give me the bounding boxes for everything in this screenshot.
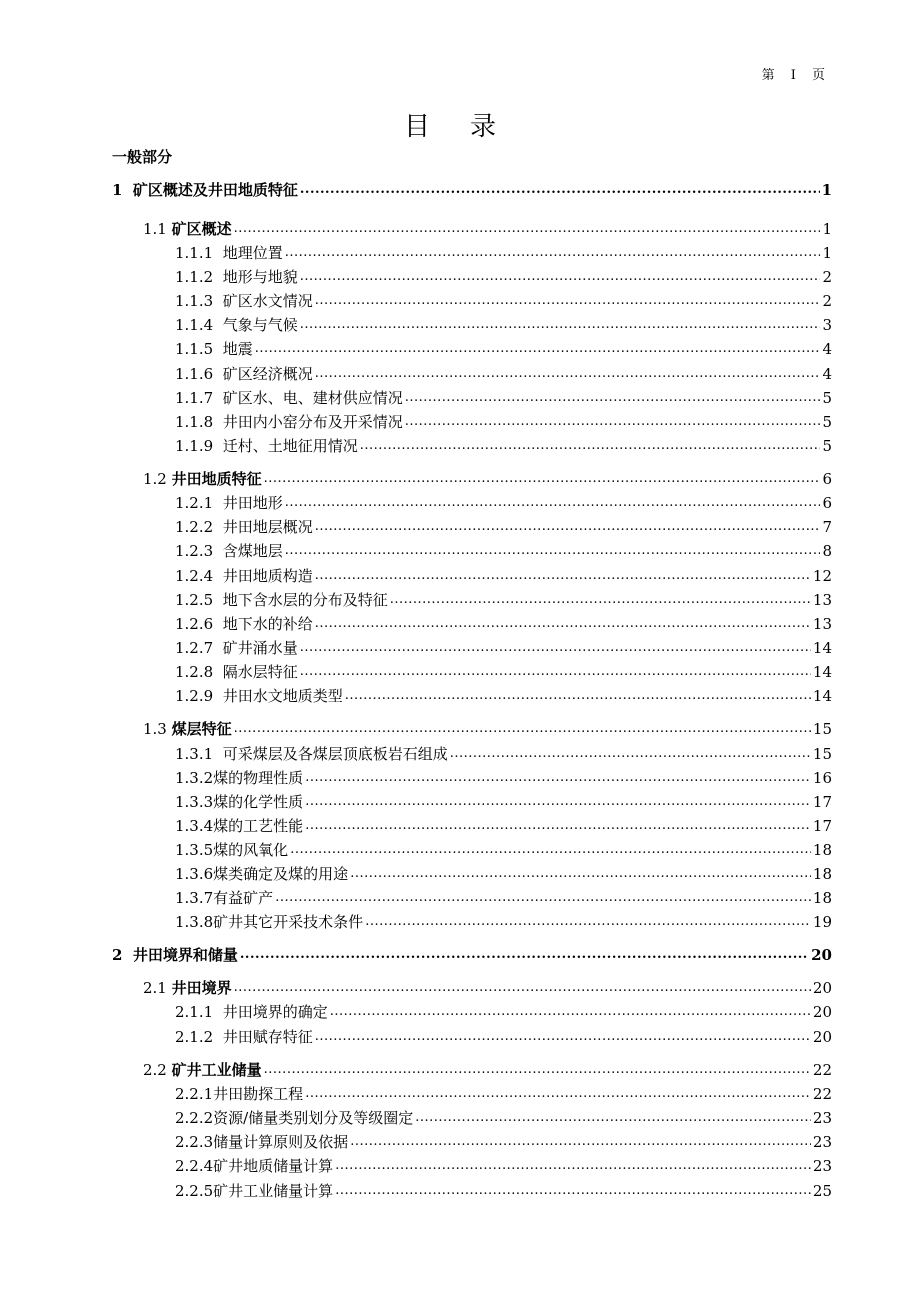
toc-entry-page: 1	[822, 220, 832, 238]
dot-leader	[330, 1002, 811, 1022]
toc-entry-label	[175, 566, 313, 586]
toc-entry-number: 2.2.4	[175, 1157, 214, 1175]
toc-entry-label	[175, 412, 403, 432]
toc-entry-page: 6	[822, 470, 832, 488]
toc-entry-title: 井田地质构造	[222, 567, 313, 585]
toc-entry-number: 2	[112, 946, 123, 964]
dot-leader	[300, 180, 820, 200]
toc-entry-page: 18	[812, 889, 832, 907]
toc-entry-number: 1.3.3	[175, 793, 214, 811]
toc-entry-number: 1.2.1	[175, 494, 214, 512]
toc-entry-label	[175, 1181, 333, 1201]
toc-entry[interactable]	[0, 1154, 920, 1176]
toc-entry-page: 8	[822, 542, 832, 560]
toc-entry-title: 煤的工艺性能	[213, 817, 304, 835]
dot-leader	[335, 1181, 811, 1201]
toc-entry-page: 6	[822, 494, 832, 512]
toc-entry-page: 14	[812, 639, 832, 657]
toc-entry-number: 1.1.4	[175, 316, 214, 334]
toc-entry-number: 1.1.3	[175, 292, 214, 310]
toc-entry[interactable]	[0, 1130, 920, 1152]
toc-entry-page: 15	[812, 745, 832, 763]
dot-leader	[335, 1156, 811, 1176]
toc-entry-title: 煤层特征	[171, 720, 232, 738]
toc-entry-label	[143, 469, 262, 489]
toc-entry-number: 1.3.1	[175, 745, 214, 763]
toc-entry[interactable]	[0, 660, 920, 682]
toc-entry[interactable]	[0, 265, 920, 287]
toc-entry-page: 18	[812, 841, 832, 859]
toc-entry-page: 25	[812, 1182, 832, 1200]
toc-entry[interactable]	[0, 410, 920, 432]
dot-leader	[315, 517, 821, 537]
toc-entry-number: 2.2.2	[175, 1109, 214, 1127]
toc-entry-label	[112, 945, 238, 965]
toc-entry-label	[175, 1132, 348, 1152]
dot-leader	[285, 243, 821, 263]
toc-entry-label	[175, 864, 348, 884]
toc-entry-number: 1.3.6	[175, 865, 214, 883]
dot-leader	[350, 864, 811, 884]
toc-entry-title: 地形与地貌	[222, 268, 298, 286]
toc-entry-title: 矿区水文情况	[222, 292, 313, 310]
toc-entry-page: 4	[822, 365, 832, 383]
toc-entry[interactable]	[0, 289, 920, 311]
dot-leader	[315, 566, 811, 586]
toc-entry-page: 23	[812, 1133, 832, 1151]
toc-entry-title: 矿井地质储量计算	[213, 1157, 334, 1175]
toc-entry[interactable]	[0, 1058, 920, 1080]
toc-entry-number: 1.2.3	[175, 542, 214, 560]
toc-entry-page: 22	[812, 1085, 832, 1103]
dot-leader	[255, 339, 821, 359]
toc-entry-title: 煤的物理性质	[213, 769, 304, 787]
toc-entry-label	[143, 1060, 262, 1080]
toc-entry-label	[175, 686, 343, 706]
toc-entry[interactable]	[0, 386, 920, 408]
toc-entry-page: 15	[812, 720, 832, 738]
toc-entry-label	[175, 315, 298, 335]
toc-entry-title: 井田勘探工程	[213, 1085, 304, 1103]
toc-entry-page: 2	[822, 292, 832, 310]
toc-entry-label	[112, 180, 298, 200]
toc-entry-title: 矿区概述及井田地质特征	[132, 181, 298, 199]
toc-entry-title: 资源/储量类别划分及等级圈定	[213, 1109, 414, 1127]
toc-entry-title: 矿井工业储量	[171, 1061, 262, 1079]
toc-entry-label	[175, 364, 313, 384]
toc-entry-title: 迁村、土地征用情况	[222, 437, 358, 455]
toc-entry-label	[175, 493, 283, 513]
toc-entry-title: 矿区水、电、建材供应情况	[222, 389, 403, 407]
dot-leader	[345, 686, 811, 706]
toc-entry-page: 20	[811, 946, 832, 964]
toc-entry-label	[175, 744, 448, 764]
dot-leader	[234, 719, 811, 739]
toc-entry-number: 2.1	[143, 979, 167, 997]
toc-entry-title: 矿井涌水量	[222, 639, 298, 657]
toc-entry-label	[175, 1108, 413, 1128]
toc-entry-number: 1.1.8	[175, 413, 214, 431]
toc-entry-number: 1.1.1	[175, 244, 214, 262]
toc-entry-number: 1.2.7	[175, 639, 214, 657]
toc-entry-page: 4	[822, 340, 832, 358]
toc-entry-title: 矿区经济概况	[222, 365, 313, 383]
dot-leader	[300, 638, 811, 658]
toc-entry[interactable]	[0, 976, 920, 998]
dot-leader	[300, 315, 821, 335]
toc-entry-page: 5	[822, 437, 832, 455]
dot-leader	[234, 219, 821, 239]
dot-leader	[300, 267, 821, 287]
toc-entry-title: 井田境界	[171, 979, 232, 997]
toc-entry-number: 1.3.8	[175, 913, 214, 931]
toc-entry-number: 2.1.2	[175, 1028, 214, 1046]
dot-leader	[350, 1132, 811, 1152]
toc-entry[interactable]	[0, 766, 920, 788]
dot-leader	[450, 744, 811, 764]
toc-entry-title: 地下含水层的分布及特征	[222, 591, 388, 609]
toc-entry-title: 井田水文地质类型	[222, 687, 343, 705]
toc-entry-number: 2.2	[143, 1061, 167, 1079]
toc-entry[interactable]	[0, 717, 920, 739]
toc-entry-label	[175, 1002, 328, 1022]
toc-entry-number: 1.2.9	[175, 687, 214, 705]
toc-entry-title: 煤的化学性质	[213, 793, 304, 811]
toc-entry[interactable]	[0, 337, 920, 359]
toc-entry-page: 2	[822, 268, 832, 286]
toc-entry-label	[175, 267, 298, 287]
toc-entry-title: 气象与气候	[222, 316, 298, 334]
toc-entry-label	[175, 517, 313, 537]
toc-entry[interactable]	[0, 539, 920, 561]
toc-entry[interactable]	[0, 790, 920, 812]
dot-leader	[290, 840, 811, 860]
toc-entry[interactable]	[0, 814, 920, 836]
toc-entry-title: 地震	[222, 340, 253, 358]
toc-entry-number: 1.3.7	[175, 889, 214, 907]
toc-entry-title: 隔水层特征	[222, 663, 298, 681]
toc-entry-number: 1.3.2	[175, 769, 214, 787]
toc-entry-title: 井田地质特征	[171, 470, 262, 488]
dot-leader	[390, 590, 811, 610]
toc-entry-title: 煤类确定及煤的用途	[213, 865, 349, 883]
toc-entry[interactable]	[0, 862, 920, 884]
toc-entry-number: 1.2.6	[175, 615, 214, 633]
toc-entry-number: 1.1.5	[175, 340, 214, 358]
toc-entry-number: 1.1.9	[175, 437, 214, 455]
toc-entry-page: 20	[812, 1028, 832, 1046]
section-label: 一般部分	[112, 148, 173, 166]
toc-entry-number: 1	[112, 181, 123, 199]
toc-entry-number: 1.1	[143, 220, 167, 238]
toc-entry-number: 1.1.2	[175, 268, 214, 286]
toc-entry-label	[175, 888, 273, 908]
dot-leader	[234, 978, 811, 998]
toc-entry-title: 煤的风氧化	[213, 841, 289, 859]
toc-entry[interactable]	[0, 588, 920, 610]
toc-entry-number: 1.2	[143, 470, 167, 488]
toc-entry-number: 1.1.7	[175, 389, 214, 407]
toc-entry-label	[175, 792, 303, 812]
toc-entry-label	[175, 768, 303, 788]
toc-entry[interactable]	[0, 1025, 920, 1047]
page-number-header: 第 I 页	[761, 68, 831, 83]
toc-entry[interactable]	[0, 742, 920, 764]
toc-entry-label	[143, 978, 232, 998]
toc-entry-number: 1.2.4	[175, 567, 214, 585]
toc-entry-title: 地下水的补给	[222, 615, 313, 633]
dot-leader	[405, 388, 821, 408]
toc-entry-page: 12	[812, 567, 832, 585]
toc-entry-page: 3	[822, 316, 832, 334]
toc-entry-title: 井田地形	[222, 494, 283, 512]
toc-entry-page: 16	[812, 769, 832, 787]
toc-entry-title: 井田内小窑分布及开采情况	[222, 413, 403, 431]
toc-entry[interactable]	[0, 564, 920, 586]
toc-entry-label	[175, 1156, 333, 1176]
dot-leader	[240, 945, 809, 965]
toc-entry-number: 1.3	[143, 720, 167, 738]
toc-title: 目录	[403, 112, 536, 142]
toc-entry[interactable]	[0, 886, 920, 908]
toc-entry-number: 1.1.6	[175, 365, 214, 383]
toc-entry[interactable]	[0, 217, 920, 239]
toc-entry-label	[175, 243, 283, 263]
toc-entry-label	[175, 840, 288, 860]
toc-entry-page: 20	[812, 979, 832, 997]
dot-leader	[315, 291, 821, 311]
toc-entry-page: 1	[822, 244, 832, 262]
toc-entry-label	[175, 541, 283, 561]
toc-entry-page: 5	[822, 389, 832, 407]
toc-entry-page: 18	[812, 865, 832, 883]
toc-entry-label	[175, 339, 253, 359]
toc-entry-label	[175, 912, 363, 932]
toc-entry-title: 可采煤层及各煤层顶底板岩石组成	[222, 745, 448, 763]
dot-leader	[315, 614, 811, 634]
dot-leader	[360, 436, 821, 456]
toc-entry[interactable]	[0, 1179, 920, 1201]
dot-leader	[405, 412, 821, 432]
toc-entry-title: 地理位置	[222, 244, 283, 262]
toc-entry-title: 矿井其它开采技术条件	[213, 913, 364, 931]
toc-entry-label	[175, 388, 403, 408]
toc-entry-page: 22	[812, 1061, 832, 1079]
toc-entry-number: 1.3.5	[175, 841, 214, 859]
dot-leader	[305, 792, 811, 812]
toc-entry-title: 含煤地层	[222, 542, 283, 560]
dot-leader	[305, 816, 811, 836]
toc-entry-number: 2.1.1	[175, 1003, 214, 1021]
toc-entry[interactable]	[0, 1000, 920, 1022]
toc-entry-page: 19	[812, 913, 832, 931]
toc-entry[interactable]	[0, 636, 920, 658]
toc-entry[interactable]	[0, 838, 920, 860]
toc-entry-title: 有益矿产	[213, 889, 274, 907]
toc-entry[interactable]	[0, 178, 920, 200]
toc-entry[interactable]	[0, 467, 920, 489]
toc-entry-title: 井田境界和储量	[132, 946, 238, 964]
toc-entry-label	[175, 662, 298, 682]
toc-entry-page: 7	[822, 518, 832, 536]
toc-entry-number: 2.2.1	[175, 1085, 214, 1103]
toc-entry[interactable]	[0, 910, 920, 932]
dot-leader	[315, 1027, 811, 1047]
dot-leader	[264, 1060, 811, 1080]
toc-entry-page: 20	[812, 1003, 832, 1021]
toc-entry[interactable]	[0, 362, 920, 384]
toc-entry-number: 1.3.4	[175, 817, 214, 835]
toc-entry-page: 14	[812, 687, 832, 705]
toc-entry-label	[175, 291, 313, 311]
toc-entry-number: 1.2.5	[175, 591, 214, 609]
toc-entry-label	[175, 436, 358, 456]
dot-leader	[305, 768, 811, 788]
dot-leader	[305, 1084, 811, 1104]
toc-entry-number: 1.2.8	[175, 663, 214, 681]
dot-leader	[275, 888, 811, 908]
toc-entry-number: 2.2.3	[175, 1133, 214, 1151]
toc-entry[interactable]	[0, 491, 920, 513]
toc-entry-label	[175, 1084, 303, 1104]
toc-entry-title: 矿井工业储量计算	[213, 1182, 334, 1200]
toc-entry-page: 23	[812, 1157, 832, 1175]
toc-entry-page: 13	[812, 615, 832, 633]
toc-entry-page: 1	[821, 181, 832, 199]
toc-entry-label	[175, 638, 298, 658]
toc-entry[interactable]	[0, 241, 920, 263]
toc-entry-label	[143, 219, 232, 239]
dot-leader	[315, 364, 821, 384]
toc-entry-label	[175, 590, 388, 610]
toc-entry[interactable]	[0, 1106, 920, 1128]
toc-entry-page: 5	[822, 413, 832, 431]
toc-entry[interactable]	[0, 515, 920, 537]
dot-leader	[365, 912, 811, 932]
toc-entry-title: 井田境界的确定	[222, 1003, 328, 1021]
toc-entry-title: 井田赋存特征	[222, 1028, 313, 1046]
toc-entry-page: 13	[812, 591, 832, 609]
toc-entry[interactable]	[0, 943, 920, 965]
dot-leader	[264, 469, 821, 489]
toc-entry-label	[175, 1027, 313, 1047]
toc-entry-label	[143, 719, 232, 739]
dot-leader	[285, 541, 821, 561]
toc-entry[interactable]	[0, 434, 920, 456]
toc-entry-page: 14	[812, 663, 832, 681]
toc-entry[interactable]	[0, 313, 920, 335]
dot-leader	[300, 662, 811, 682]
toc-entry-page: 17	[812, 793, 832, 811]
toc-entry-page: 23	[812, 1109, 832, 1127]
toc-entry-title: 矿区概述	[171, 220, 232, 238]
toc-entry-title: 储量计算原则及依据	[213, 1133, 349, 1151]
toc-entry-number: 1.2.2	[175, 518, 214, 536]
dot-leader	[415, 1108, 811, 1128]
toc-entry-number: 2.2.5	[175, 1182, 214, 1200]
toc-entry[interactable]	[0, 684, 920, 706]
dot-leader	[285, 493, 821, 513]
toc-entry-label	[175, 614, 313, 634]
toc-entry-title: 井田地层概况	[222, 518, 313, 536]
toc-entry-label	[175, 816, 303, 836]
toc-entry[interactable]	[0, 612, 920, 634]
toc-entry[interactable]	[0, 1082, 920, 1104]
toc-entry-page: 17	[812, 817, 832, 835]
